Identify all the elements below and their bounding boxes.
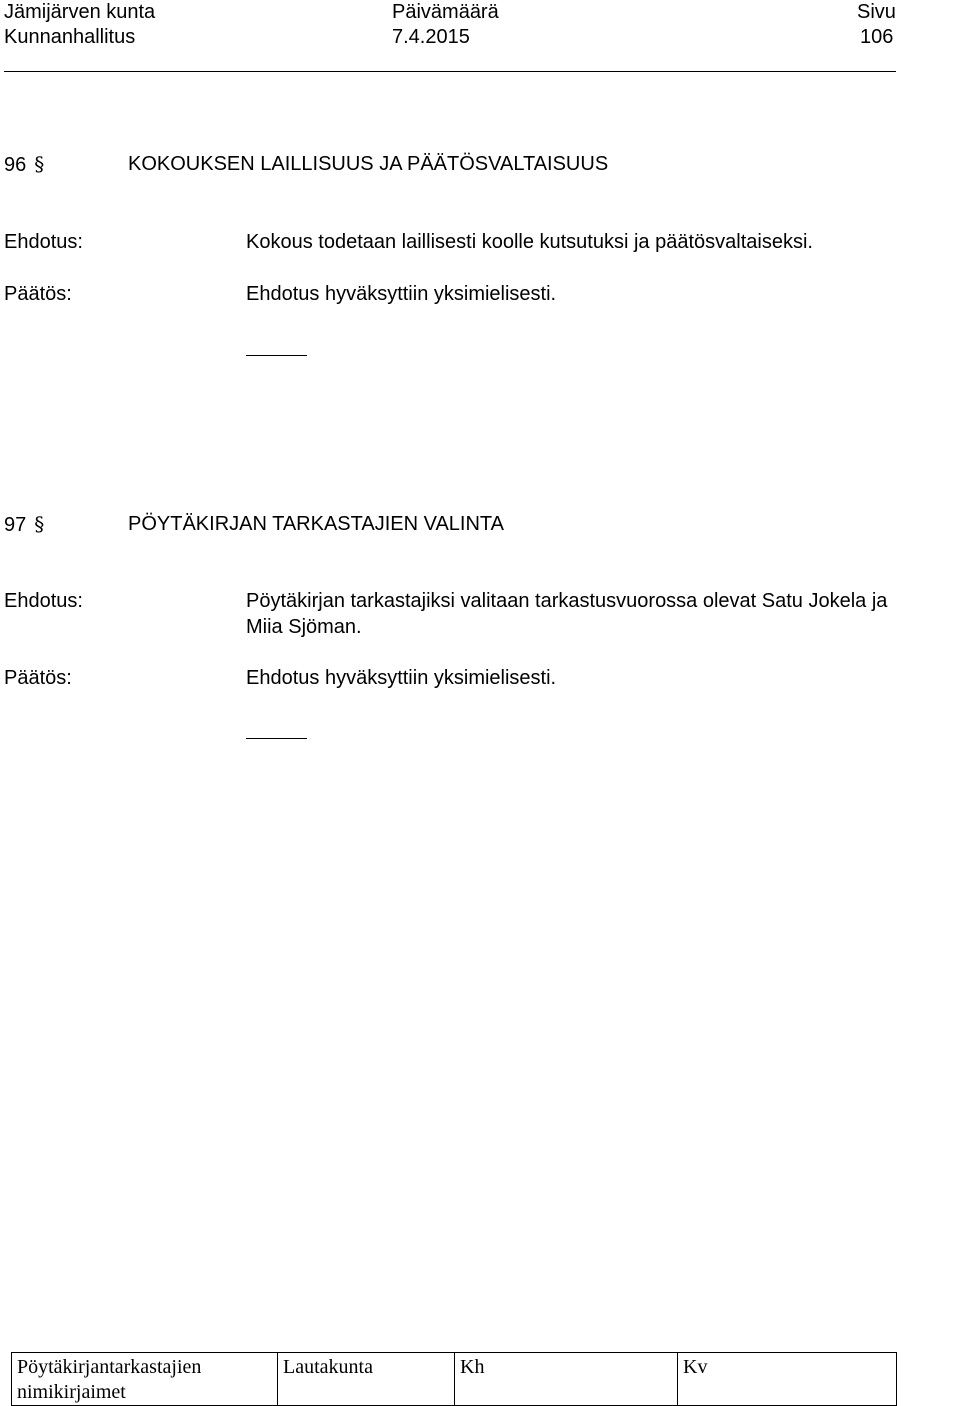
body-name: Kunnanhallitus [4, 26, 136, 48]
date-value: 7.4.2015 [392, 26, 470, 48]
proposal-text: Kokous todetaan laillisesti koolle kutsutuksi ja päätösvaltaiseksi. [246, 231, 813, 253]
section-title: KOKOUKSEN LAILLISUUS JA PÄÄTÖSVALTAISUUS [128, 153, 609, 175]
reviewers-label-line1: Pöytäkirjantarkastajien [17, 1356, 202, 1378]
page-number: 106 [860, 26, 894, 48]
kh-cell: Kh [455, 1353, 678, 1406]
proposal-label: Ehdotus: [4, 231, 83, 253]
proposal-text-line2: Miia Sjöman. [246, 616, 362, 638]
section-96-heading [4, 151, 904, 178]
paragraph-sign-icon: § [34, 512, 45, 536]
decision-label: Päätös: [4, 667, 72, 689]
header-divider [4, 71, 896, 72]
decision-label: Päätös: [4, 283, 72, 305]
proposal-label: Ehdotus: [4, 590, 83, 612]
section-end-rule [246, 738, 307, 739]
reviewers-label-line2: nimikirjaimet [17, 1381, 126, 1403]
initials-table [11, 1352, 897, 1406]
decision-text: Ehdotus hyväksyttiin yksimielisesti. [246, 667, 557, 689]
date-label: Päivämäärä [392, 1, 499, 23]
section-number: 96 [4, 154, 27, 176]
decision-text: Ehdotus hyväksyttiin yksimielisesti. [246, 283, 557, 305]
board-cell: Lautakunta [278, 1353, 455, 1406]
page-label: Sivu [857, 1, 896, 23]
kv-cell: Kv [678, 1353, 897, 1406]
municipality-name: Jämijärven kunta [4, 1, 156, 23]
reviewers-initials-cell [12, 1353, 278, 1406]
section-number: 97 [4, 514, 27, 536]
proposal-text-line1: Pöytäkirjan tarkastajiksi valitaan tarkastusvuorossa olevat Satu Jokela ja [246, 590, 888, 612]
section-end-rule [246, 355, 307, 356]
section-title: PÖYTÄKIRJAN TARKASTAJIEN VALINTA [128, 513, 505, 535]
paragraph-sign-icon: § [34, 152, 45, 176]
section-97-heading [4, 511, 904, 538]
